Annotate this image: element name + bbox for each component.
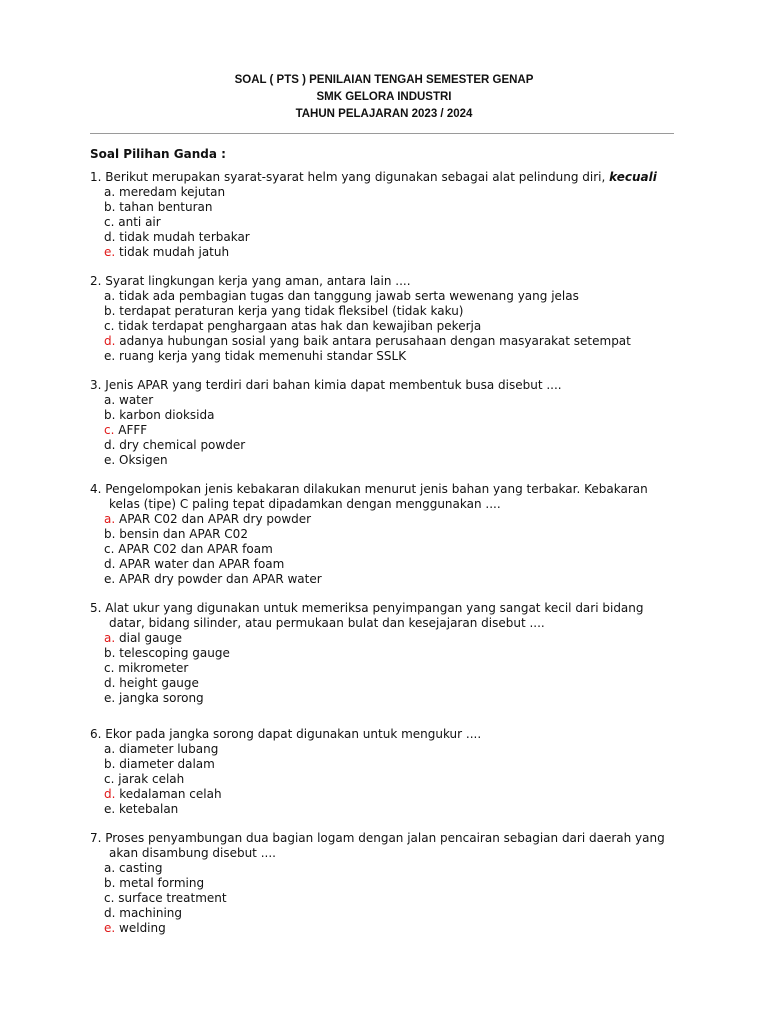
answer-option xyxy=(90,787,670,802)
option-letter: b. xyxy=(104,646,116,660)
answer-option xyxy=(90,438,670,453)
option-text: APAR water dan APAR foam xyxy=(119,557,285,571)
option-text: welding xyxy=(119,921,166,935)
answer-option xyxy=(90,200,670,215)
option-text: kedalaman celah xyxy=(119,787,222,801)
question-stem-continuation xyxy=(90,846,670,861)
answer-option xyxy=(90,557,670,572)
question-stem-continuation xyxy=(90,616,670,631)
option-letter: c. xyxy=(104,542,115,556)
question-stem xyxy=(90,482,670,497)
question-stem-text: Jenis APAR yang terdiri dari bahan kimia dapat membentuk busa disebut .... xyxy=(105,378,562,392)
answer-option xyxy=(90,230,670,245)
document-header xyxy=(0,72,768,123)
question-stem-text: Pengelompokan jenis kebakaran dilakukan menurut jenis bahan yang terbakar. Kebakaran xyxy=(105,482,648,496)
question-2 xyxy=(90,274,670,364)
answer-option xyxy=(90,802,670,817)
option-letter: d. xyxy=(104,906,116,920)
header-divider xyxy=(90,133,674,134)
question-3 xyxy=(90,378,670,468)
option-letter: e. xyxy=(104,572,116,586)
answer-option xyxy=(90,661,670,676)
header-school: SMK GELORA INDUSTRI xyxy=(316,91,452,103)
option-letter: c. xyxy=(104,772,115,786)
option-text: tahan benturan xyxy=(119,200,213,214)
answer-option xyxy=(90,423,670,438)
correct-answer-letter: e. xyxy=(104,245,116,259)
answer-option xyxy=(90,334,670,349)
answer-option xyxy=(90,861,670,876)
option-text: AFFF xyxy=(118,423,148,437)
option-text: water xyxy=(119,393,154,407)
option-text: adanya hubungan sosial yang baik antara perusahaan dengan masyarakat setempat xyxy=(119,334,631,348)
question-number: 6. xyxy=(90,727,102,741)
correct-answer-letter: e. xyxy=(104,921,116,935)
answer-option xyxy=(90,691,670,706)
option-text: diameter dalam xyxy=(119,757,215,771)
option-text: height gauge xyxy=(119,676,199,690)
option-text: tidak mudah jatuh xyxy=(119,245,230,259)
question-number: 1. xyxy=(90,170,102,184)
option-letter: e. xyxy=(104,691,116,705)
answer-option xyxy=(90,676,670,691)
answer-option xyxy=(90,646,670,661)
answer-option xyxy=(90,906,670,921)
option-text: bensin dan APAR C02 xyxy=(119,527,248,541)
option-letter: b. xyxy=(104,200,116,214)
answer-option xyxy=(90,757,670,772)
option-letter: e. xyxy=(104,802,116,816)
answer-option xyxy=(90,349,670,364)
option-letter: d. xyxy=(104,557,116,571)
question-stem-text: Ekor pada jangka sorong dapat digunakan untuk mengukur .... xyxy=(105,727,482,741)
question-number: 2. xyxy=(90,274,102,288)
option-text: APAR dry powder dan APAR water xyxy=(119,572,322,586)
question-stem-text: kelas (tipe) C paling tepat dipadamkan dengan menggunakan .... xyxy=(109,497,501,511)
section-title: Soal Pilihan Ganda : xyxy=(90,147,226,161)
option-letter: a. xyxy=(104,742,116,756)
option-text: dry chemical powder xyxy=(119,438,246,452)
question-stem-text: Proses penyambungan dua bagian logam dengan jalan pencairan sebagian dari daerah yang xyxy=(105,831,665,845)
question-7 xyxy=(90,831,670,936)
option-letter: b. xyxy=(104,876,116,890)
question-stem-text: Syarat lingkungan kerja yang aman, antara lain .... xyxy=(105,274,411,288)
option-letter: c. xyxy=(104,661,115,675)
answer-option xyxy=(90,512,670,527)
header-title: SOAL ( PTS ) PENILAIAN TENGAH SEMESTER GENAP xyxy=(234,74,534,86)
question-stem xyxy=(90,727,670,742)
option-letter: c. xyxy=(104,215,115,229)
option-letter: b. xyxy=(104,527,116,541)
option-text: telescoping gauge xyxy=(119,646,230,660)
option-text: jangka sorong xyxy=(119,691,204,705)
answer-option xyxy=(90,891,670,906)
question-4 xyxy=(90,482,670,587)
question-stem xyxy=(90,378,670,393)
question-number: 4. xyxy=(90,482,102,496)
option-letter: a. xyxy=(104,185,116,199)
question-stem-text: Alat ukur yang digunakan untuk memeriksa penyimpangan yang sangat kecil dari bidang xyxy=(105,601,644,615)
answer-option xyxy=(90,921,670,936)
question-stem-text: Berikut merupakan syarat-syarat helm yang digunakan sebagai alat pelindung diri, xyxy=(105,170,606,184)
question-number: 3. xyxy=(90,378,102,392)
option-text: terdapat peraturan kerja yang tidak fleksibel (tidak kaku) xyxy=(119,304,464,318)
question-5 xyxy=(90,601,670,706)
header-year: TAHUN PELAJARAN 2023 / 2024 xyxy=(295,108,473,120)
option-letter: a. xyxy=(104,861,116,875)
option-text: meredam kejutan xyxy=(119,185,226,199)
option-text: ketebalan xyxy=(119,802,179,816)
question-number: 7. xyxy=(90,831,102,845)
option-letter: a. xyxy=(104,393,116,407)
answer-option xyxy=(90,876,670,891)
question-stem-emphasis: kecuali xyxy=(609,170,657,184)
correct-answer-letter: c. xyxy=(104,423,115,437)
question-stem-text: datar, bidang silinder, atau permukaan bulat dan kesejajaran disebut .... xyxy=(109,616,545,630)
option-text: surface treatment xyxy=(118,891,227,905)
option-text: APAR C02 dan APAR foam xyxy=(118,542,273,556)
answer-option xyxy=(90,185,670,200)
option-text: machining xyxy=(119,906,183,920)
option-letter: b. xyxy=(104,757,116,771)
answer-option xyxy=(90,631,670,646)
answer-option xyxy=(90,408,670,423)
question-stem xyxy=(90,170,670,185)
option-letter: c. xyxy=(104,319,115,333)
option-text: casting xyxy=(119,861,163,875)
option-text: diameter lubang xyxy=(119,742,219,756)
option-text: Oksigen xyxy=(119,453,168,467)
answer-option xyxy=(90,319,670,334)
correct-answer-letter: d. xyxy=(104,334,116,348)
option-letter: e. xyxy=(104,453,116,467)
answer-option xyxy=(90,215,670,230)
correct-answer-letter: a. xyxy=(104,512,116,526)
option-letter: b. xyxy=(104,304,116,318)
option-letter: c. xyxy=(104,891,115,905)
answer-option xyxy=(90,527,670,542)
option-text: dial gauge xyxy=(119,631,183,645)
option-text: tidak mudah terbakar xyxy=(119,230,250,244)
option-text: APAR C02 dan APAR dry powder xyxy=(119,512,312,526)
question-number: 5. xyxy=(90,601,102,615)
answer-option xyxy=(90,542,670,557)
option-text: mikrometer xyxy=(118,661,189,675)
question-stem xyxy=(90,601,670,616)
answer-option xyxy=(90,742,670,757)
question-stem-continuation xyxy=(90,497,670,512)
option-letter: a. xyxy=(104,289,116,303)
option-letter: d. xyxy=(104,230,116,244)
option-text: karbon dioksida xyxy=(119,408,215,422)
option-text: ruang kerja yang tidak memenuhi standar SSLK xyxy=(119,349,407,363)
correct-answer-letter: d. xyxy=(104,787,116,801)
option-letter: d. xyxy=(104,438,116,452)
answer-option xyxy=(90,245,670,260)
answer-option xyxy=(90,289,670,304)
answer-option xyxy=(90,453,670,468)
question-stem xyxy=(90,274,670,289)
option-text: metal forming xyxy=(119,876,205,890)
answer-option xyxy=(90,304,670,319)
option-text: jarak celah xyxy=(118,772,185,786)
question-stem xyxy=(90,831,670,846)
question-1 xyxy=(90,170,670,260)
option-text: tidak ada pembagian tugas dan tanggung jawab serta wewenang yang jelas xyxy=(119,289,579,303)
correct-answer-letter: a. xyxy=(104,631,116,645)
option-text: tidak terdapat penghargaan atas hak dan kewajiban pekerja xyxy=(118,319,482,333)
option-text: anti air xyxy=(118,215,161,229)
answer-option xyxy=(90,572,670,587)
answer-option xyxy=(90,772,670,787)
option-letter: e. xyxy=(104,349,116,363)
option-letter: b. xyxy=(104,408,116,422)
answer-option xyxy=(90,393,670,408)
question-stem-text: akan disambung disebut .... xyxy=(109,846,276,860)
option-letter: d. xyxy=(104,676,116,690)
question-6 xyxy=(90,727,670,817)
